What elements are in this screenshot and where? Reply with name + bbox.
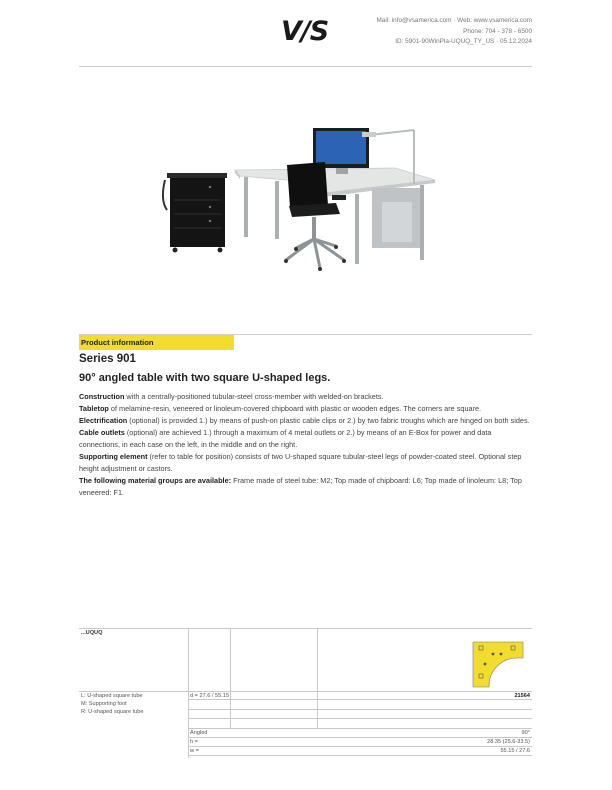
electrification-paragraph: Electrification (optional) is provided 1.) by means of push-on plastic cable clips or 2.) by two fabric troughs which are hinged on both sides. [79,416,530,425]
table-rule [188,709,532,710]
header-divider [79,66,532,67]
dimension-depth: d = 27.6 / 55.15 [190,693,230,699]
table-plan-icon [471,640,525,689]
width-value: 55.15 / 27.6 [500,748,530,754]
leg-right: R: U-shaped square tube [81,709,144,715]
height-value: 28.35 (25.6-33.5) [487,739,530,745]
table-rule [79,628,532,629]
document-id: ID: 5901-90WinPla-UQUQ_TY_US · 05.12.2024 [395,38,532,45]
product-subtitle: 90° angled table with two square U-shaped legs. [79,372,331,384]
table-rule [188,728,532,729]
supporting-element-paragraph: Supporting element (refer to table for position) consists of two U-shaped square tubular-steel legs of powder-coated steel. Optional step height adjustment or castors. [79,452,522,473]
table-rule [317,628,318,728]
angle-value: 90° [521,730,530,736]
vs-logo: V/S [281,16,329,47]
table-code: ...UQUQ [81,630,103,636]
leg-left: L: U-shaped square tube [81,693,143,699]
table-rule [188,699,532,700]
tabletop-paragraph: Tabletop of melamine-resin, veneered or linoleum-covered chipboard with plastic or wooden edges. The corners are square. [79,404,482,413]
width-label: w = [190,748,199,754]
angle-label: Angled [190,730,208,736]
table-rule [188,737,532,738]
product-description [79,391,534,499]
table-rule [79,691,532,692]
article-number: 21564 [514,693,530,699]
leg-middle: M: Supporting foot [81,701,127,707]
product-information-label: Product information [79,335,234,350]
table-rule [188,628,189,758]
table-rule [188,755,532,756]
contact-info [376,16,532,48]
material-groups-paragraph: The following material groups are available: Frame made of steel tube: M2; Top made of chipboard: L6; Top made of linoleum: L8; Top veneered: F1. [79,476,522,497]
mobile-pedestal [163,173,227,253]
table-rule [230,628,231,728]
contact-email-web: Mail: info@vsamerica.com · Web: www.vsamerica.com [376,17,532,24]
product-photo [150,110,450,285]
construction-paragraph: Construction with a centrally-positioned tubular-steel cross-member with welded-on brackets. [79,392,384,401]
contact-phone: Phone: 704 - 378 - 6500 [463,27,532,35]
height-label: h = [190,739,198,745]
desk [235,168,435,264]
cable-outlets-paragraph: Cable outlets (optional) are achieved 1.) through a maximum of 4 metal outlets or 2.) by means of an E-Box for power and data connections, in each case on the left, in the middle and on the right. [79,428,492,449]
table-rule [188,746,532,747]
spec-table [79,628,532,758]
table-rule [188,718,532,719]
series-title: Series 901 [79,353,136,365]
